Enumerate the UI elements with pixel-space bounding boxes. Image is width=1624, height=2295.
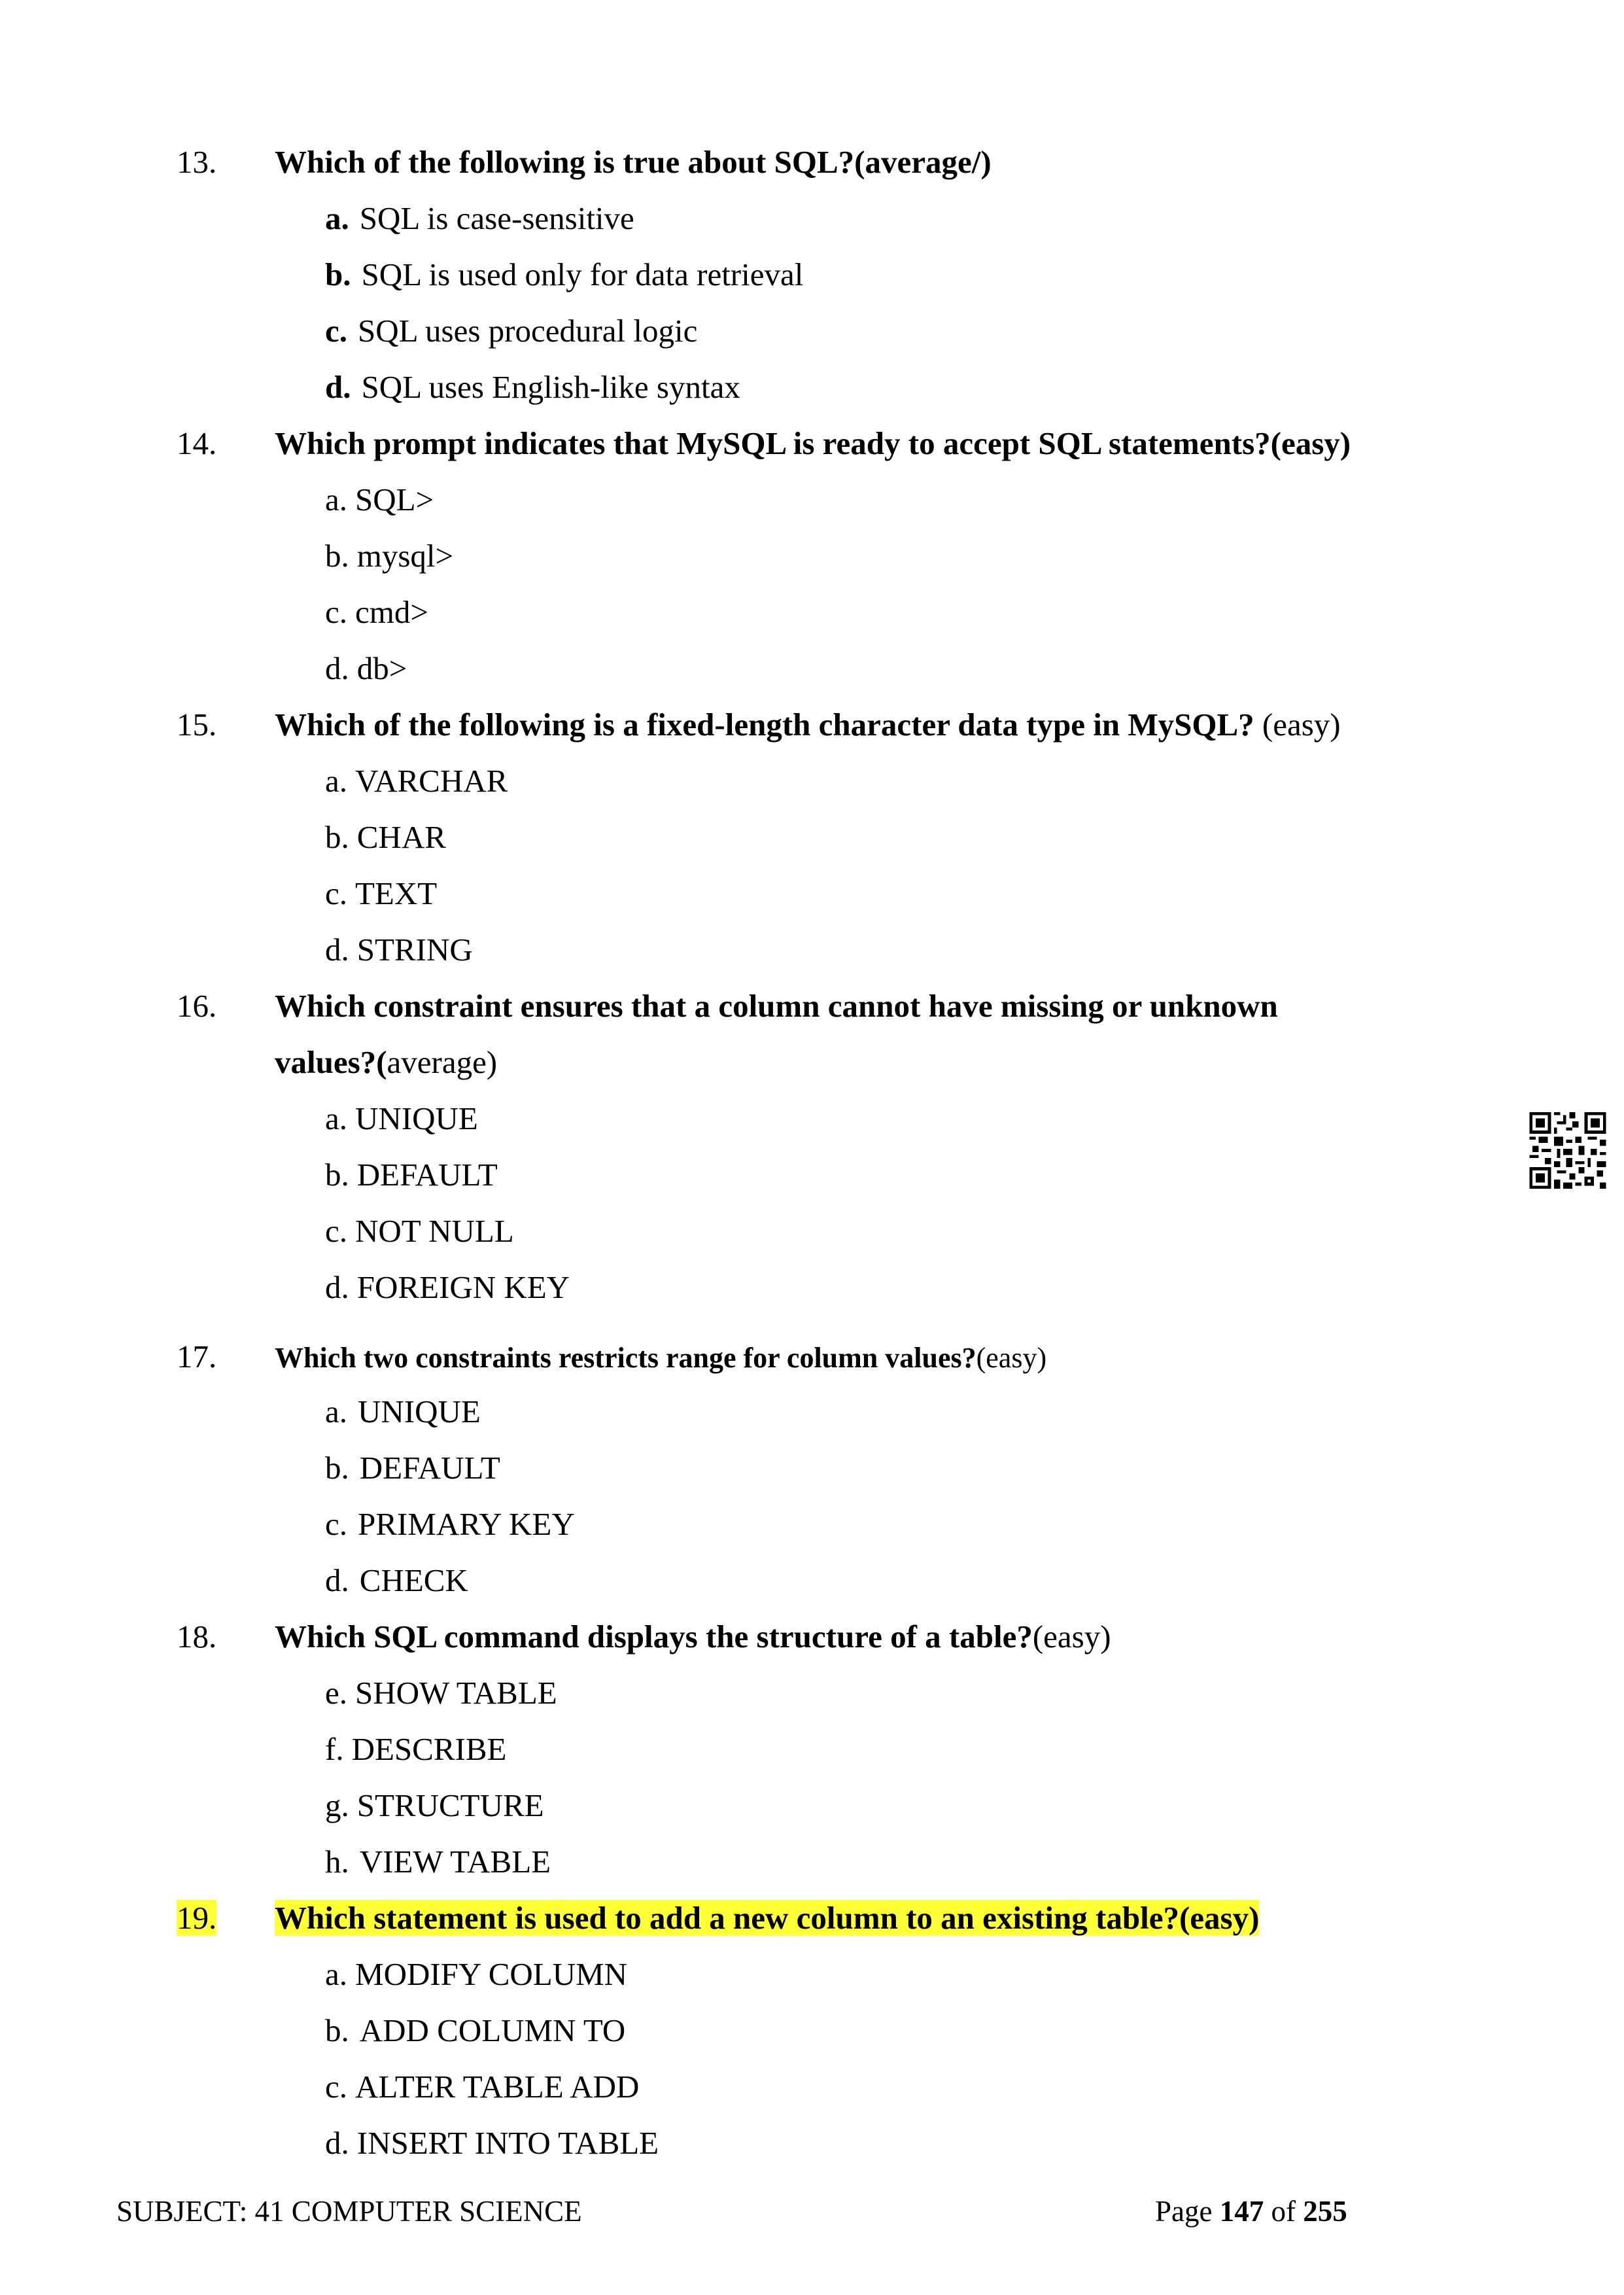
option [325, 2011, 625, 2050]
option-text: DEFAULT [359, 1450, 500, 1486]
difficulty-label: (easy) [1032, 1619, 1111, 1655]
option [325, 1099, 478, 1138]
option-text: SQL is case-sensitive [359, 200, 634, 236]
page-of: of [1264, 2195, 1304, 2228]
footer-page-number [1155, 2193, 1347, 2230]
option-text: NOT NULL [355, 1213, 514, 1249]
option-text: SQL> [355, 482, 434, 517]
option-text: CHECK [359, 1562, 468, 1598]
question-number: 18. [177, 1619, 217, 1655]
option-label: d. [325, 932, 349, 968]
qr-code-icon [1529, 1112, 1607, 1189]
highlighted-question-text: Which statement is used to add a new column to an existing table?(easy) [275, 1900, 1260, 1936]
page-prefix: Page [1155, 2195, 1220, 2228]
option [325, 2067, 639, 2107]
option-text: TEXT [355, 875, 438, 911]
option [325, 311, 697, 351]
option-label: b. [325, 1450, 349, 1486]
option-label: a. [325, 1956, 347, 1992]
option [325, 1786, 544, 1825]
highlighted-number: 19. [177, 1900, 217, 1936]
question-number [177, 1899, 216, 1938]
option-label: e. [325, 1675, 347, 1711]
option-text: INSERT INTO TABLE [356, 2125, 659, 2161]
option-text: SQL is used only for data retrieval [361, 256, 804, 292]
difficulty-label: (easy) [976, 1342, 1047, 1374]
question-text-main: values?( [275, 1044, 387, 1080]
question-text: Which of the following is true about SQL?(average/) [275, 144, 992, 180]
question-number: 13. [177, 144, 217, 180]
option [325, 1673, 557, 1713]
option [325, 1842, 551, 1882]
option-text: MODIFY COLUMN [355, 1956, 628, 1992]
question-number: 14. [177, 425, 217, 461]
option-text: mysql> [356, 538, 454, 574]
option-label: b. [325, 1157, 349, 1193]
option [325, 255, 803, 294]
option [325, 480, 434, 519]
option-label: d. [325, 2125, 349, 2161]
difficulty-label: average) [387, 1044, 498, 1080]
option-text: DESCRIBE [351, 1731, 507, 1767]
footer-subject: SUBJECT: 41 COMPUTER SCIENCE [116, 2195, 582, 2228]
option [325, 818, 446, 857]
option-text: UNIQUE [355, 1100, 478, 1136]
option-text: VIEW TABLE [359, 1844, 551, 1880]
option [325, 1268, 570, 1307]
option [325, 1392, 481, 1431]
option-label: g. [325, 1787, 349, 1823]
option [325, 2124, 659, 2163]
option [325, 1155, 498, 1195]
question-text: Which prompt indicates that MySQL is ready to accept SQL statements?(easy) [275, 425, 1351, 461]
option-label: a. [325, 1393, 347, 1429]
question-text: Which constraint ensures that a column cannot have missing or unknown [275, 988, 1278, 1024]
option-text: STRING [356, 932, 473, 968]
option-text: db> [356, 650, 407, 686]
question-number: 17. [177, 1339, 217, 1375]
option [325, 649, 407, 688]
option-text: PRIMARY KEY [358, 1506, 575, 1542]
option-label: b. [325, 538, 349, 574]
option-label: d. [325, 650, 349, 686]
page-total: 255 [1303, 2195, 1347, 2228]
option-label: f. [325, 1731, 344, 1767]
option-label: a. [325, 200, 349, 236]
question-number: 16. [177, 988, 217, 1024]
question-text-main: Which two constraints restricts range for column values? [275, 1342, 976, 1374]
question-text-main: Which of the following is a fixed-length character data type in MySQL? [275, 707, 1254, 743]
option-label: c. [325, 313, 347, 349]
question-text-main: Which SQL command displays the structure of a table? [275, 1619, 1033, 1655]
option-text: ADD COLUMN TO [359, 2012, 626, 2048]
option [325, 536, 453, 576]
option [325, 1561, 468, 1600]
option-label: b. [325, 819, 349, 855]
option [325, 930, 473, 970]
option-label: a. [325, 482, 347, 517]
question-text-continued [275, 1043, 1465, 1082]
option-label: c. [325, 875, 347, 911]
option [325, 1212, 514, 1251]
option-text: FOREIGN KEY [356, 1269, 570, 1305]
page-current: 147 [1219, 2195, 1264, 2228]
option-label: c. [325, 1506, 347, 1542]
option-text: UNIQUE [358, 1393, 481, 1429]
question-text [275, 1339, 1465, 1378]
option-label: d. [325, 1562, 349, 1598]
option-text: SHOW TABLE [355, 1675, 557, 1711]
option [325, 593, 428, 632]
question-text [275, 1617, 1465, 1656]
option [325, 368, 740, 407]
option [325, 762, 508, 801]
option-text: cmd> [355, 594, 428, 630]
option-label: b. [325, 2012, 349, 2048]
option [325, 1505, 575, 1544]
option-text: DEFAULT [356, 1157, 498, 1193]
option [325, 874, 437, 913]
option-label: a. [325, 1100, 347, 1136]
option [325, 199, 634, 238]
option-label: d. [325, 369, 351, 405]
option-text: SQL uses English-like syntax [361, 369, 740, 405]
difficulty-label: (easy) [1254, 707, 1341, 743]
option-label: b. [325, 256, 351, 292]
option-text: SQL uses procedural logic [358, 313, 698, 349]
option-text: ALTER TABLE ADD [355, 2069, 640, 2105]
option-label: a. [325, 763, 347, 799]
question-text [275, 705, 1465, 745]
option-label: d. [325, 1269, 349, 1305]
option-label: c. [325, 594, 347, 630]
option [325, 1448, 500, 1488]
option [325, 1730, 506, 1769]
option [325, 1955, 627, 1994]
option-label: h. [325, 1844, 349, 1880]
question-number: 15. [177, 707, 217, 743]
option-text: STRUCTURE [356, 1787, 544, 1823]
option-text: VARCHAR [355, 763, 508, 799]
option-text: CHAR [356, 819, 446, 855]
option-label: c. [325, 2069, 347, 2105]
option-label: c. [325, 1213, 347, 1249]
question-text [275, 1899, 1465, 1938]
